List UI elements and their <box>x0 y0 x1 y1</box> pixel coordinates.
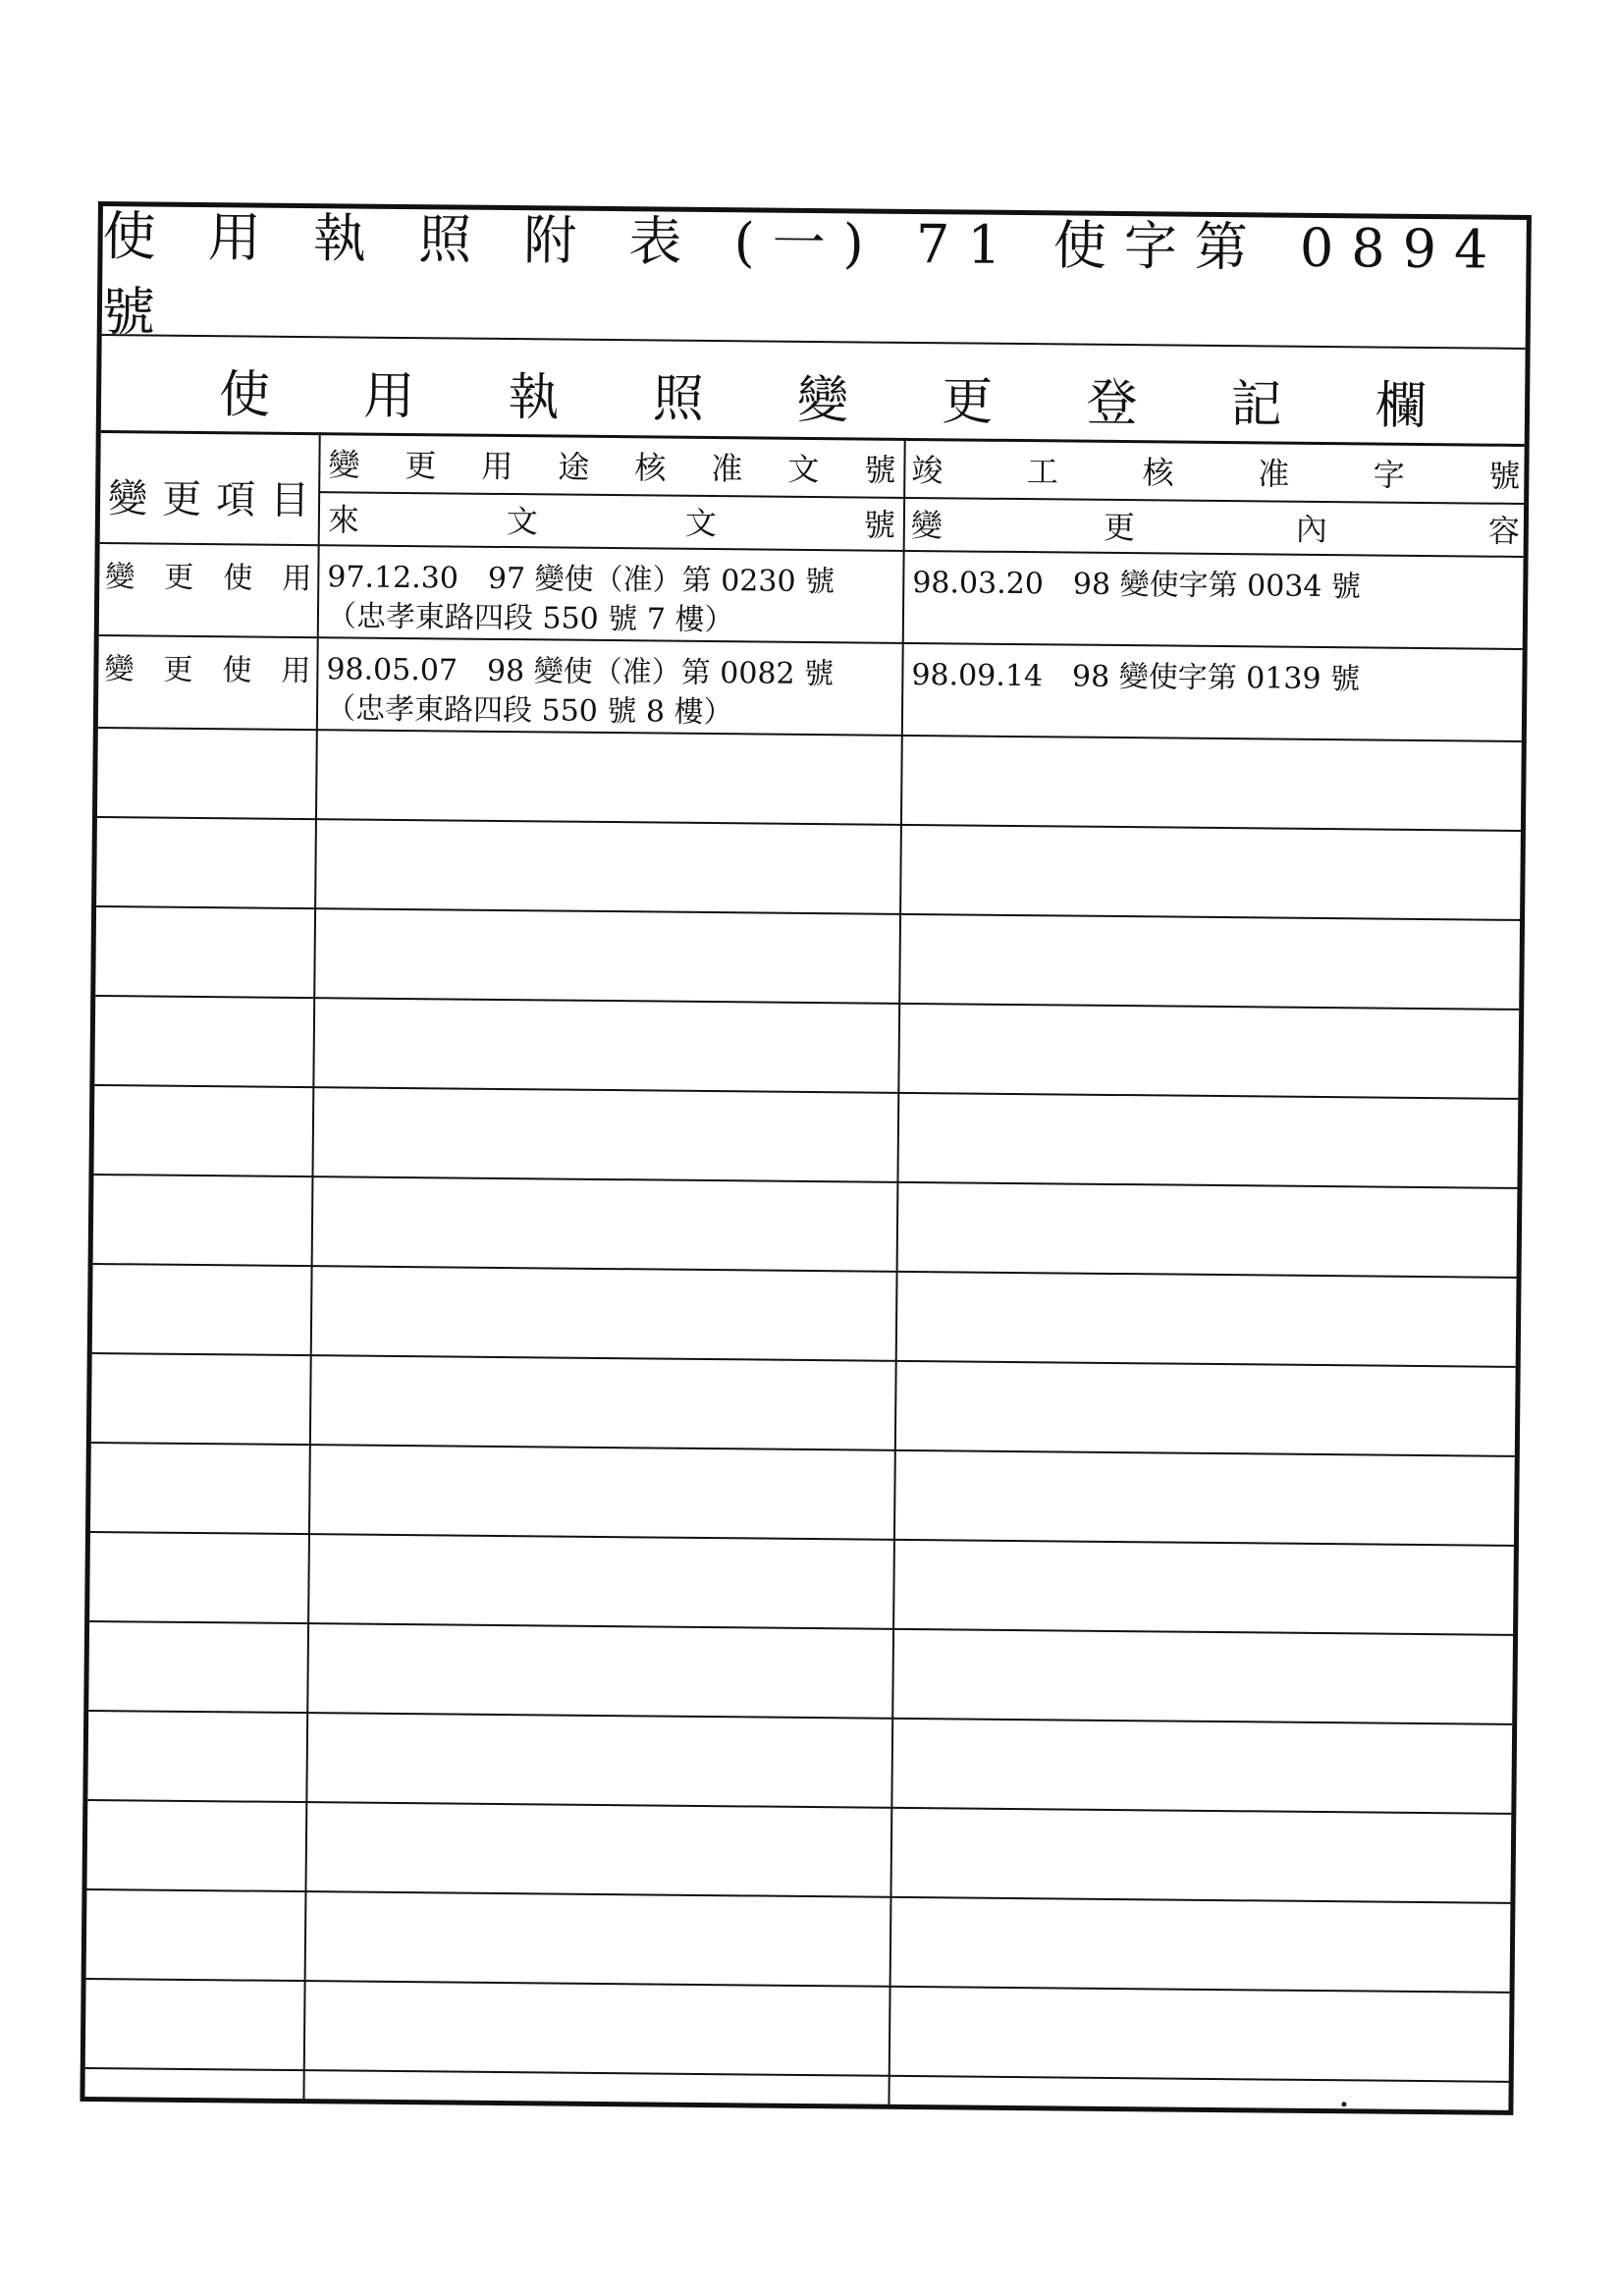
row-1-change-item-char: 變 <box>105 560 135 595</box>
header-completion-no-char: 工 <box>1026 453 1059 491</box>
header-incoming-doc-no-char: 文 <box>684 504 718 543</box>
header-incoming-doc-no-char: 來 <box>327 501 360 539</box>
row-divider <box>95 995 1519 1011</box>
row-1-change-item <box>105 552 311 597</box>
row-1-approval-date: 97.12.30 <box>327 560 459 596</box>
row-divider <box>89 1620 1513 1636</box>
header-change-item-char: 項 <box>215 477 256 523</box>
row-2-change-item-char: 使 <box>222 653 252 688</box>
header-incoming-doc-no-char: 號 <box>863 506 896 544</box>
stray-mark <box>1341 2102 1346 2106</box>
row-2-change-item-char: 更 <box>163 652 193 687</box>
section-title-chars <box>219 353 1428 438</box>
change-registration-table <box>84 430 1524 2110</box>
row-2-approval-note: （忠孝東路四段 550 號 8 樓） <box>325 691 733 731</box>
header-completion-no-char: 字 <box>1373 456 1405 494</box>
usage-license-sheet <box>80 201 1532 2115</box>
header-change-item <box>108 467 310 525</box>
section-title-char: 更 <box>941 372 994 432</box>
row-divider <box>85 2067 1509 2083</box>
header-completion-no-char: 准 <box>1257 455 1290 493</box>
header-approval-doc-no-char: 准 <box>711 450 743 488</box>
header-incoming-doc-no <box>328 493 895 548</box>
row-divider <box>94 1084 1518 1100</box>
row-2-completion-date: 98.09.14 <box>911 657 1044 694</box>
row-1-completion <box>912 558 1361 605</box>
row-divider <box>93 1174 1517 1189</box>
header-completion-no-char: 號 <box>1488 457 1521 495</box>
row-divider <box>93 1263 1517 1279</box>
row-2-change-item <box>104 644 310 689</box>
header-approval-doc-no <box>328 438 895 493</box>
header-completion-no-char: 核 <box>1142 454 1174 492</box>
header-completion-no-char: 竣 <box>911 451 944 490</box>
row-2-change-item-char: 用 <box>281 653 311 689</box>
row-divider <box>98 727 1522 742</box>
row-2-completion-no: 98 變使字第 0139 號 <box>1071 659 1361 697</box>
row-divider <box>88 1710 1512 1725</box>
header-approval-doc-no-char: 更 <box>404 447 437 485</box>
row-1-approval-note: （忠孝東路四段 550 號 7 樓） <box>326 599 734 638</box>
row-2-approval-no: 98 變使（准）第 0082 號 <box>486 653 835 692</box>
header-change-item-char: 變 <box>107 476 148 522</box>
row-2-change-item-char: 變 <box>104 652 135 687</box>
header-approval-doc-no-char: 變 <box>328 446 360 484</box>
header-change-content <box>911 499 1520 554</box>
header-change-content-char: 容 <box>1487 512 1520 550</box>
row-divider <box>86 1978 1510 1994</box>
header-approval-doc-no-char: 途 <box>558 448 590 486</box>
header-approval-doc-no-char: 核 <box>634 449 667 487</box>
header-approval-doc-no-char: 用 <box>481 447 513 486</box>
section-title-char: 欄 <box>1375 376 1428 436</box>
row-1-change-item-char: 用 <box>282 561 312 597</box>
page-title: 使 用 執 照 附 表 (一) 71 使字第 0894 號 <box>102 206 1527 350</box>
section-title <box>101 334 1526 447</box>
row-divider <box>87 1799 1511 1815</box>
row-1-completion-date: 98.03.20 <box>912 565 1045 602</box>
row-divider <box>91 1442 1515 1457</box>
row-2-completion <box>911 650 1360 697</box>
row-divider <box>90 1531 1514 1547</box>
section-title-char: 用 <box>363 366 415 427</box>
header-completion-no <box>911 444 1520 499</box>
header-incoming-doc-no-char: 文 <box>506 503 539 541</box>
row-divider <box>97 816 1521 832</box>
section-title-char: 照 <box>652 369 705 429</box>
row-divider <box>86 1888 1510 1904</box>
section-title-char: 變 <box>796 370 849 431</box>
section-title-char: 記 <box>1230 375 1283 435</box>
row-2-approval-date: 98.05.07 <box>326 652 458 688</box>
header-change-content-char: 更 <box>1103 508 1136 547</box>
header-change-content-char: 內 <box>1295 510 1328 549</box>
header-approval-doc-no-char: 號 <box>864 451 896 489</box>
section-title-char: 使 <box>218 365 271 425</box>
row-divider <box>99 634 1523 650</box>
section-title-char: 執 <box>508 368 560 428</box>
header-change-item-char: 目 <box>269 477 310 524</box>
row-divider <box>92 1352 1516 1368</box>
header-change-item-char: 更 <box>161 476 202 523</box>
row-divider <box>96 905 1520 921</box>
row-1-change-item-char: 使 <box>223 561 253 596</box>
row-1-approval-no: 97 變使（准）第 0230 號 <box>487 561 836 600</box>
header-approval-doc-no-char: 文 <box>787 450 820 489</box>
section-title-char: 登 <box>1086 373 1138 434</box>
row-1-completion-no: 98 變使字第 0034 號 <box>1072 567 1362 605</box>
header-change-content-char: 變 <box>910 506 944 545</box>
row-1-change-item-char: 更 <box>164 560 194 595</box>
